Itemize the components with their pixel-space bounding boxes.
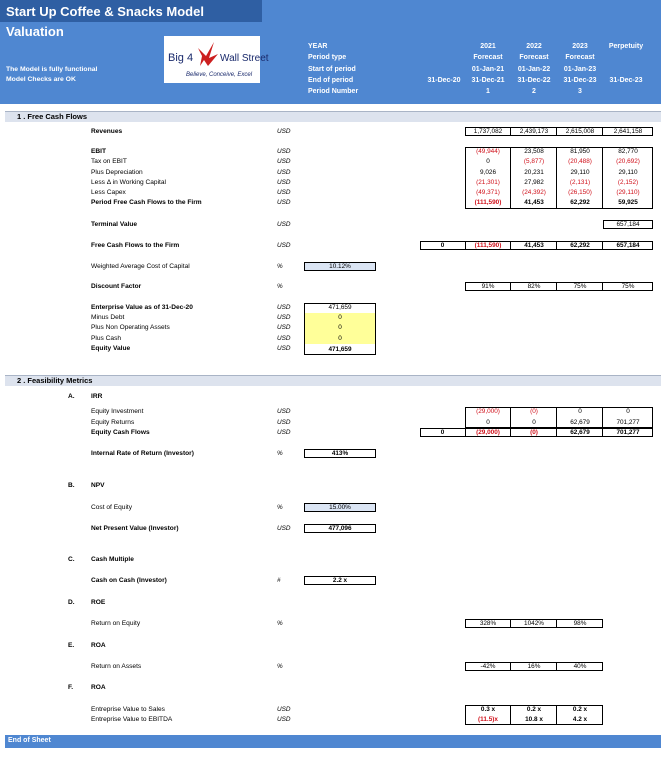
cash-label: Plus Cash <box>91 335 122 342</box>
fcff-perp: 657,184 <box>616 242 640 249</box>
irr-unit: % <box>277 450 283 457</box>
wc-unit: USD <box>277 179 291 186</box>
wc-perp: (2,152) <box>617 179 639 186</box>
debt-unit: USD <box>277 314 291 321</box>
roe-label: Return on Equity <box>91 620 141 627</box>
wc-label: Less Δ in Working Capital <box>91 179 167 186</box>
wacc-value: 10.12% <box>329 263 351 270</box>
coe-value: 15.00% <box>329 504 351 511</box>
npv-value: 477,096 <box>328 525 352 532</box>
col1-end: 31-Dec-21 <box>471 77 505 84</box>
evs-2021: 0.3 x <box>480 706 496 713</box>
tax-2023: (20,488) <box>568 158 592 165</box>
footer-bar <box>5 735 661 748</box>
ev-unit: USD <box>277 304 291 311</box>
revenues-perp: 2,641,158 <box>613 128 643 135</box>
inv-2021: (29,000) <box>476 408 500 415</box>
capex-2021: (49,371) <box>476 189 500 196</box>
nonop-unit: USD <box>277 324 291 331</box>
coc-value: 2.2 x <box>332 577 348 584</box>
ecf-2023: 62,679 <box>570 429 590 436</box>
dep-2023: 29,110 <box>570 169 590 176</box>
cm-letter: C. <box>68 556 75 563</box>
divider <box>556 127 557 136</box>
col1-start: 01-Jan-21 <box>471 66 505 73</box>
irr-label: Internal Rate of Return (Investor) <box>91 450 194 457</box>
npv-label: Net Present Value (Investor) <box>91 525 179 532</box>
discount-perp: 75% <box>621 283 635 290</box>
npv-unit: USD <box>277 525 291 532</box>
capex-unit: USD <box>277 189 291 196</box>
col2-type: Forecast <box>519 54 549 61</box>
divider <box>602 127 603 136</box>
cash-unit: USD <box>277 335 291 342</box>
revenues-2023: 2,615,008 <box>565 128 595 135</box>
cm-heading: Cash Multiple <box>91 556 134 563</box>
pfcf-2021: (111,590) <box>474 199 502 206</box>
col0-end: 31-Dec-20 <box>427 77 461 84</box>
revenues-2022: 2,439,173 <box>519 128 549 135</box>
roe-unit: % <box>277 620 283 627</box>
discount-2022: 82% <box>527 283 541 290</box>
coc-unit: # <box>277 577 281 584</box>
tv-value: 657,184 <box>616 221 640 228</box>
inv-label: Equity Investment <box>91 408 144 415</box>
debt-label: Minus Debt <box>91 314 125 321</box>
roa-2022: 16% <box>527 663 541 670</box>
wc-2023: (2,131) <box>569 179 591 186</box>
fcff-2021: (111,590) <box>474 242 502 249</box>
equity-value: 471,659 <box>328 346 352 353</box>
evs-2022: 0.2 x <box>526 706 542 713</box>
inv-2023: 0 <box>578 408 582 415</box>
roa-heading: ROA <box>91 642 106 649</box>
capex-label: Less Capex <box>91 189 126 196</box>
eve-label: Entreprise Value to EBITDA <box>91 716 173 723</box>
discount-2023: 75% <box>573 283 587 290</box>
ecf-2021: (29,000) <box>476 429 500 436</box>
logo-text-right: Wall Street <box>220 53 269 64</box>
company-logo <box>164 36 269 83</box>
roe-2023: 98% <box>573 620 587 627</box>
col3-num: 3 <box>578 88 582 95</box>
capex-perp: (29,110) <box>616 189 640 196</box>
capex-2022: (24,392) <box>522 189 546 196</box>
mult-letter: F. <box>68 684 74 691</box>
fcff-2022: 41,453 <box>524 242 544 249</box>
evs-unit: USD <box>277 706 291 713</box>
ret-unit: USD <box>277 419 291 426</box>
status-line-1: The Model is fully functional <box>6 66 98 73</box>
ebit-2023: 81,950 <box>570 148 590 155</box>
col3-start: 01-Jan-23 <box>563 66 597 73</box>
evs-label: Entreprise Value to Sales <box>91 706 165 713</box>
coe-unit: % <box>277 504 283 511</box>
eve-2021: (11.5)x <box>478 716 498 723</box>
roe-2021: 328% <box>479 620 497 627</box>
ev-label: Enterprise Value as of 31-Dec-20 <box>91 304 193 311</box>
irr-value: 413% <box>331 450 349 457</box>
nonop-label: Plus Non Operating Assets <box>91 324 170 331</box>
wc-2022: 27,982 <box>524 179 544 186</box>
section-feasibility-metrics <box>5 375 661 386</box>
mult-heading: ROA <box>91 684 106 691</box>
roe-letter: D. <box>68 599 75 606</box>
col1-year: 2021 <box>480 43 496 50</box>
col2-start: 01-Jan-22 <box>517 66 551 73</box>
section-free-cash-flows <box>5 111 661 122</box>
model-title: Start Up Coffee & Snacks Model <box>6 4 204 19</box>
roa-label: Return on Assets <box>91 663 142 670</box>
revenues-unit: USD <box>277 128 291 135</box>
inv-perp: 0 <box>626 408 630 415</box>
pfcf-2022: 41,453 <box>524 199 544 206</box>
ret-2021: 0 <box>486 419 490 426</box>
ebit-perp: 82,770 <box>618 148 638 155</box>
status-line-2: Model Checks are OK <box>6 76 76 83</box>
equity-label: Equity Value <box>91 345 131 352</box>
ecf-unit: USD <box>277 429 291 436</box>
col2-end: 31-Dec-22 <box>517 77 551 84</box>
ebit-2022: 23,508 <box>524 148 544 155</box>
ret-2023: 62,679 <box>570 419 590 426</box>
nonop-value: 0 <box>338 324 342 331</box>
irr-letter: A. <box>68 393 75 400</box>
fcff-label: Free Cash Flows to the Firm <box>91 242 180 249</box>
revenues-label: Revenues <box>91 128 123 135</box>
eve-unit: USD <box>277 716 291 723</box>
ret-label: Equity Returns <box>91 419 135 426</box>
fcff-unit: USD <box>277 242 291 249</box>
coe-label: Cost of Equity <box>91 504 133 511</box>
ev-value: 471,659 <box>328 304 352 311</box>
wacc-unit: % <box>277 263 283 270</box>
divider <box>510 127 511 136</box>
eve-2022: 10.8 x <box>525 716 543 723</box>
wacc-label: Weighted Average Cost of Capital <box>91 263 190 270</box>
wc-2021: (21,301) <box>476 179 500 186</box>
roa-2023: 40% <box>573 663 587 670</box>
irr-heading: IRR <box>91 393 103 400</box>
tax-label: Tax on EBIT <box>91 158 127 165</box>
row-label-start: Start of period <box>308 66 356 73</box>
npv-letter: B. <box>68 482 75 489</box>
dep-perp: 29,110 <box>618 169 638 176</box>
roa-letter: E. <box>68 642 75 649</box>
col3-year: 2023 <box>572 43 588 50</box>
dep-2021: 9,026 <box>480 169 496 176</box>
inv-2022: (0) <box>530 408 538 415</box>
pfcf-unit: USD <box>277 199 291 206</box>
ecf-2022: (0) <box>530 429 538 436</box>
tv-label: Terminal Value <box>91 221 138 228</box>
tax-perp: (20,692) <box>616 158 640 165</box>
logo-tagline: Believe, Conceive, Excel <box>186 72 253 78</box>
ecf-label: Equity Cash Flows <box>91 429 150 436</box>
col1-type: Forecast <box>473 54 503 61</box>
tax-2022: (5,877) <box>523 158 545 165</box>
row-label-end: End of period <box>308 77 354 84</box>
pfcf-2023: 62,292 <box>570 199 590 206</box>
fcff-2023: 62,292 <box>570 242 590 249</box>
evs-2023: 0.2 x <box>572 706 588 713</box>
col1-num: 1 <box>486 88 490 95</box>
col4-end: 31-Dec-23 <box>609 77 643 84</box>
col2-year: 2022 <box>526 43 542 50</box>
roa-2021: -42% <box>480 663 496 670</box>
col4-year: Perpetuity <box>608 43 644 50</box>
logo-text-left: Big 4 <box>168 52 194 64</box>
cash-value: 0 <box>338 335 342 342</box>
debt-value: 0 <box>338 314 342 321</box>
ret-perp: 701,277 <box>616 419 640 426</box>
col3-type: Forecast <box>565 54 595 61</box>
roe-heading: ROE <box>91 599 106 606</box>
roa-unit: % <box>277 663 283 670</box>
ebit-2021: (49,944) <box>476 148 500 155</box>
ret-2022: 0 <box>532 419 536 426</box>
col2-num: 2 <box>532 88 536 95</box>
eve-2023: 4.2 x <box>572 716 588 723</box>
row-label-period-number: Period Number <box>308 88 359 95</box>
fcff-2020: 0 <box>440 242 445 249</box>
ebit-unit: USD <box>277 148 291 155</box>
ecf-2020: 0 <box>440 429 445 436</box>
equity-unit: USD <box>277 345 291 352</box>
dep-label: Plus Depreciation <box>91 169 143 176</box>
row-label-period-type: Period type <box>308 54 347 61</box>
discount-label: Discount Factor <box>91 283 142 290</box>
pfcf-perp: 59,925 <box>618 199 638 206</box>
section-title: 1 . Free Cash Flows <box>17 112 88 121</box>
revenues-2021: 1,737,082 <box>473 128 503 135</box>
pfcf-label: Period Free Cash Flows to the Firm <box>91 199 202 206</box>
dep-2022: 20,231 <box>524 169 544 176</box>
coc-label: Cash on Cash (Investor) <box>91 577 167 584</box>
roe-2022: 1042% <box>524 620 544 627</box>
capex-2023: (26,150) <box>568 189 592 196</box>
discount-unit: % <box>277 283 283 290</box>
ecf-perp: 701,277 <box>616 429 640 436</box>
tax-2021: 0 <box>486 158 490 165</box>
logo-graphic <box>164 36 269 83</box>
section-title: 2 . Feasibility Metrics <box>17 376 93 385</box>
end-of-sheet: End of Sheet <box>8 737 51 744</box>
tax-unit: USD <box>277 158 291 165</box>
eagle-icon <box>198 42 218 66</box>
row-label-year: YEAR <box>308 43 328 50</box>
dep-unit: USD <box>277 169 291 176</box>
inv-unit: USD <box>277 408 291 415</box>
ebit-label: EBIT <box>91 148 107 155</box>
page-title: Valuation <box>6 24 64 39</box>
tv-unit: USD <box>277 221 291 228</box>
discount-2021: 91% <box>481 283 495 290</box>
npv-heading: NPV <box>91 482 105 489</box>
col3-end: 31-Dec-23 <box>563 77 597 84</box>
